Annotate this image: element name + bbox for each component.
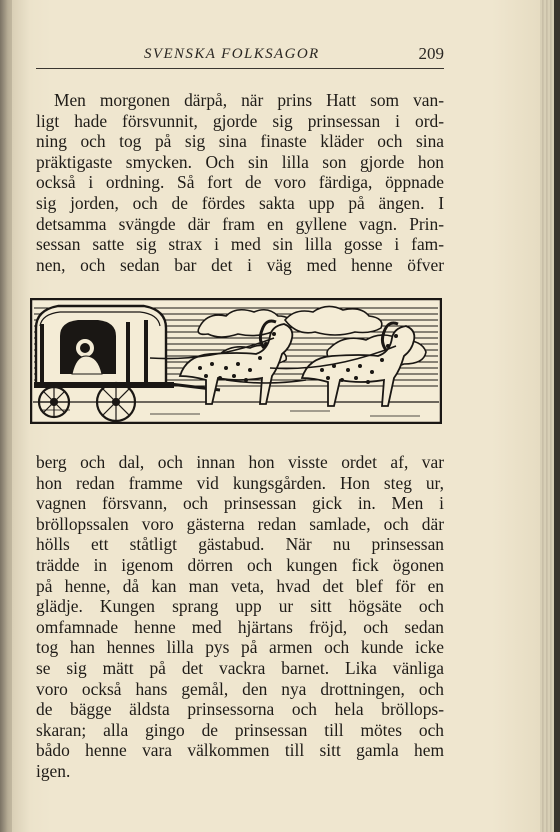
running-header (36, 44, 444, 69)
text-line: ligt hade försvunnit, gjorde sig prinsessan i ord- (36, 110, 444, 131)
text-line: också i ordning. Så fort de voro färdiga, öppnade (36, 172, 444, 193)
paragraph-bottom (36, 452, 444, 782)
carriage-illustration (30, 298, 442, 424)
text-line: berg och dal, och innan hon visste ordet af, var (36, 452, 444, 472)
paragraph-top (36, 90, 444, 275)
text-line: sig jorden, och de fördes sakta upp på ängen. I (36, 192, 444, 213)
text-line: ning och tog på sig sina finaste kläder och sina (36, 131, 444, 152)
carriage (34, 306, 174, 388)
text-line: hon redan framme vid kungsgården. Hon steg ur, (36, 472, 444, 493)
running-title: SVENSKA FOLKSAGOR (144, 46, 320, 62)
text-line: de bägge äldsta prinsessorna och hela bröllops- (36, 699, 444, 720)
text-line: skaran; alla gingo de prinsessan till mötes och (36, 719, 444, 740)
text-line: Men morgonen därpå, när prins Hatt som van- (54, 90, 444, 110)
text-line: trädde in igenom dörren och kungen fick ögonen (36, 554, 444, 575)
text-line: bådo henne vara välkommen till sitt gamla hem (36, 740, 444, 761)
page-number: 209 (418, 44, 444, 63)
text-line: igen. (36, 760, 71, 781)
text-line: bröllopssalen voro gästerna redan samlade, och där (36, 513, 444, 534)
text-line: detsamma svängde där fram en gyllene vagn. Prin- (36, 213, 444, 234)
text-line: sessan satte sig strax i med sin lilla gosse i fam- (36, 234, 444, 255)
text-line: tog han hennes lilla pys på armen och kunde icke (36, 637, 444, 658)
text-line: glädje. Kungen sprang upp ur sitt högsäte och (36, 596, 444, 617)
text-line: voro också hans gemål, den nya drottningen, och (36, 678, 444, 699)
page-edge-shadow (554, 0, 560, 832)
text-line: omfamnade henne med hjärtans fröjd, och sedan (36, 616, 444, 637)
text-line: på henne, då kan man veta, hvad det blef för en (36, 575, 444, 596)
text-line: hölls ett ståtligt gästabud. När nu prinsessan (36, 534, 444, 555)
text-line: präktigaste smycken. Och sin lilla son gjorde hon (36, 151, 444, 172)
text-line: se sig mätt på det vackra barnet. Lika vänliga (36, 657, 444, 678)
text-line: vagnen försvann, och prinsessan gick in. Men i (36, 493, 444, 514)
text-line: nen, och sedan bar det i väg med henne öfver (36, 254, 444, 275)
